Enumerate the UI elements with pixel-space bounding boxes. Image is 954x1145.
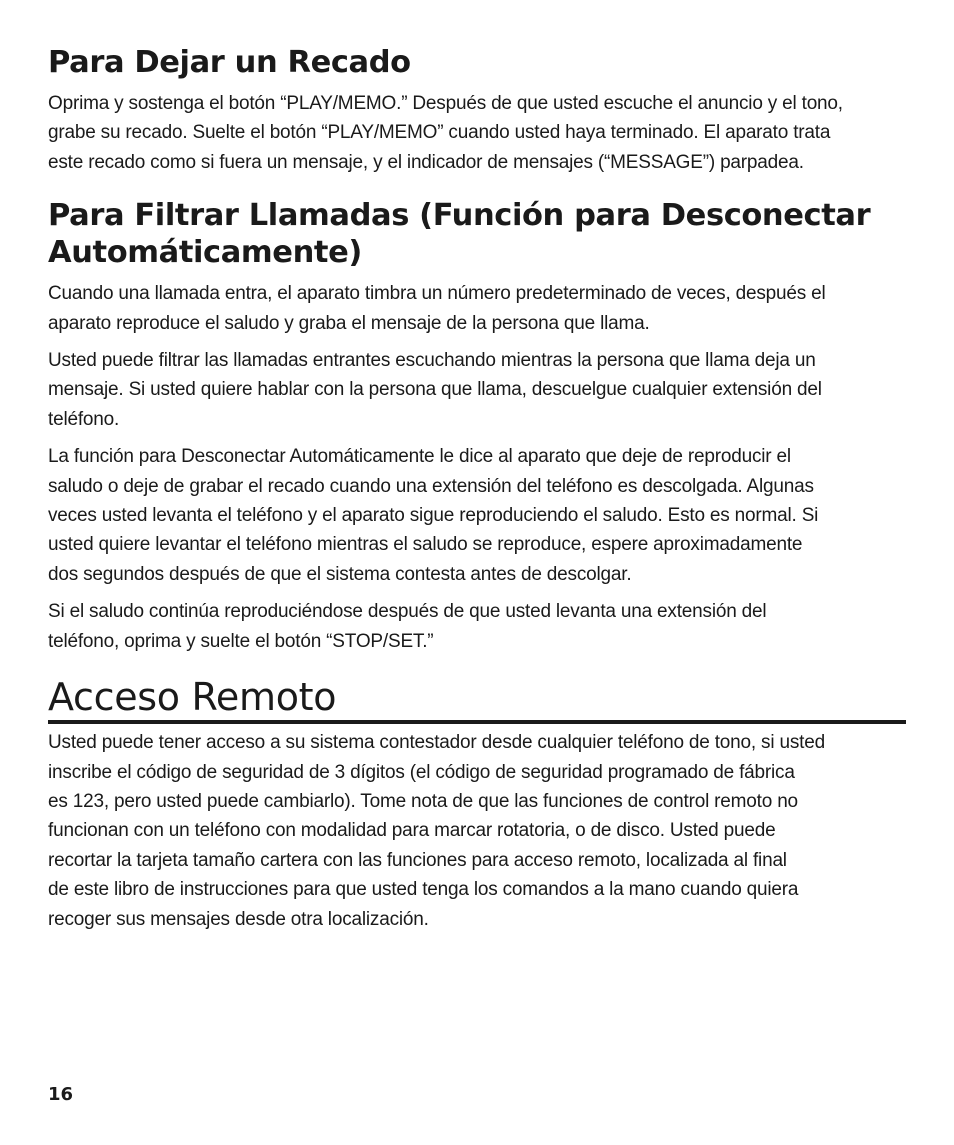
paragraph-call-screening-1: Cuando una llamada entra, el aparato timbra un número predeterminado de veces, después el aparato reproduce el saludo y graba el mensaje de la persona que llama. xyxy=(48,283,826,334)
title-underline-rule xyxy=(48,720,906,724)
section-leave-memo xyxy=(48,44,906,177)
section-remote-access xyxy=(48,674,906,934)
section-heading-call-screening: Para Filtrar Llamadas (Función para Desconectar Automáticamente) xyxy=(48,198,871,271)
manual-page xyxy=(48,44,906,934)
page-number: 16 xyxy=(48,1084,74,1105)
section-call-screening xyxy=(48,197,906,656)
paragraph-call-screening-4: Si el saludo continúa reproduciéndose después de que usted levanta una extensión del teléfono, oprima y suelte el botón “STOP/SET.” xyxy=(48,601,767,652)
section-title-remote-access: Acceso Remoto xyxy=(48,675,337,720)
section-heading-leave-memo: Para Dejar un Recado xyxy=(48,45,411,80)
paragraph-remote-access: Usted puede tener acceso a su sistema contestador desde cualquier teléfono de tono, si usted inscribe el código de seguridad de 3 dígitos (el código de seguridad programado de fábrica es 123, pero usted puede cambiarlo). Tome nota de que las funciones de control remoto no funcionan con un teléfono con modalidad para marcar rotatoria, o de disco. Usted puede recortar la tarjeta tamaño cartera con las funciones para acceso remoto, localizada al final de este libro de instrucciones para que usted tenga los comandos a la mano cuando quiera recoger sus mensajes desde otra localización. xyxy=(48,732,825,930)
paragraph-call-screening-3: La función para Desconectar Automáticamente le dice al aparato que deje de reproducir el saludo o deje de grabar el recado cuando una extensión del teléfono es descolgada. Algunas veces usted levanta el teléfono y el aparato sigue reproduciendo el saludo. Esto es normal. Si usted quiere levantar el teléfono mientras el saludo se reproduce, espere aproximadamente dos segundos después de que el sistema contesta antes de descolgar. xyxy=(48,446,819,585)
paragraph-leave-memo: Oprima y sostenga el botón “PLAY/MEMO.” Después de que usted escuche el anuncio y el tono, grabe su recado. Suelte el botón “PLAY/MEMO” cuando usted haya terminado. El aparato trata este recado como si fuera un mensaje, y el indicador de mensajes (“MESSAGE”) parpadea. xyxy=(48,93,843,173)
paragraph-call-screening-2: Usted puede filtrar las llamadas entrantes escuchando mientras la persona que llama deja un mensaje. Si usted quiere hablar con la persona que llama, descuelgue cualquier extensión del teléfono. xyxy=(48,350,822,430)
